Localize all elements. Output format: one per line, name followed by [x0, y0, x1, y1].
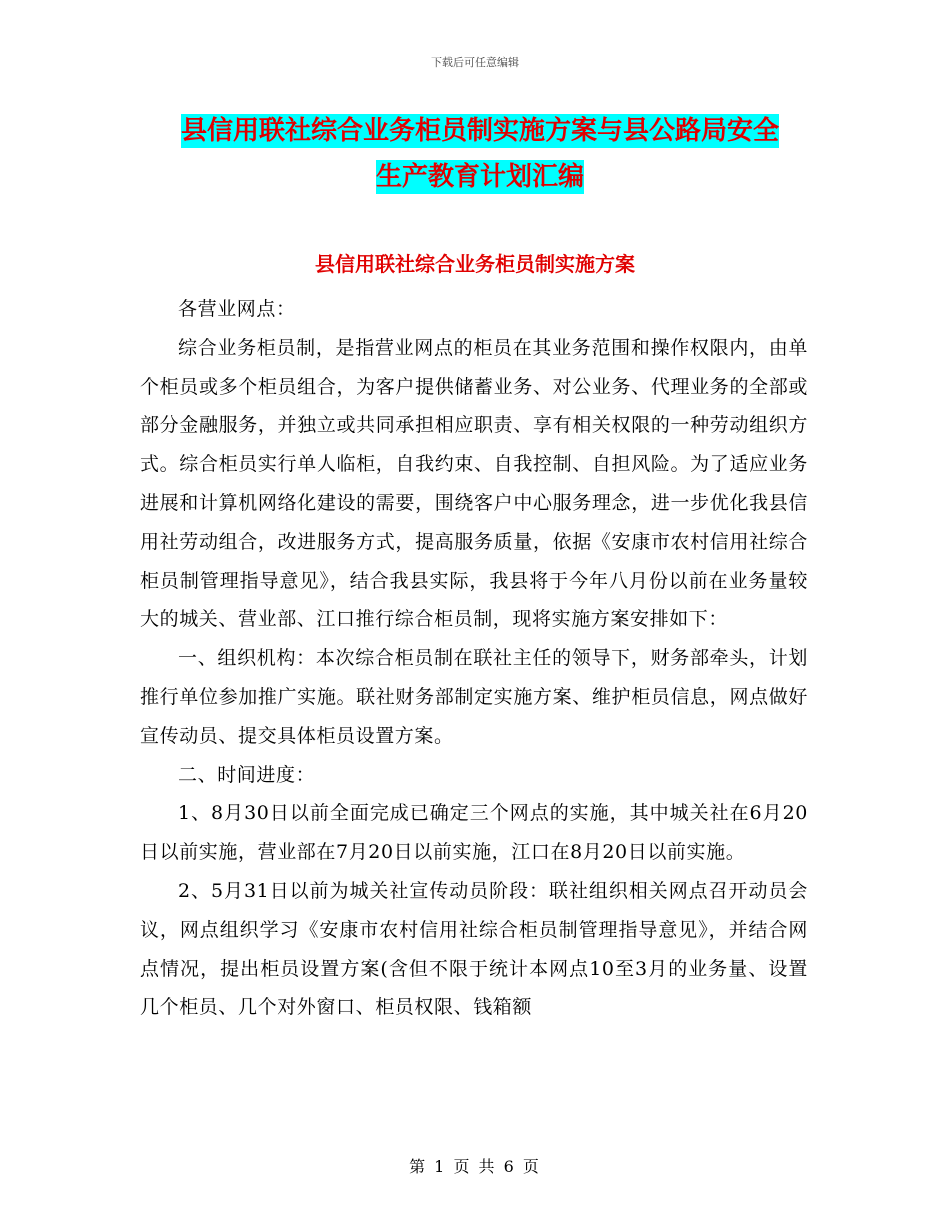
schedule-item-2: 2、5月31日以前为城关社宣传动员阶段：联社组织相关网点召开动员会议，网点组织学习《安康市农村信用社综合柜员制管理指导意见》，并结合网点情况，提出柜员设置方案(含但不限于统计本网点10至3月的业务量、设置几个柜员、几个对外窗口、柜员权限、钱箱额 — [140, 879, 808, 1019]
header-note: 下载后可任意编辑 — [431, 56, 519, 69]
body-text — [140, 290, 808, 1027]
document-title — [140, 108, 820, 200]
section-title: 县信用联社综合业务柜员制实施方案 — [315, 252, 635, 276]
title-line-1: 县信用联社综合业务柜员制实施方案与县公路局安全 — [180, 116, 779, 146]
intro-paragraph: 综合业务柜员制，是指营业网点的柜员在其业务范围和操作权限内，由单个柜员或多个柜员组合，为客户提供储蓄业务、对公业务、代理业务的全部或部分金融服务，并独立或共同承担相应职责、享有相关权限的一种劳动组织方式。综合柜员实行单人临柜，自我约束、自我控制、自担风险。为了适应业务进展和计算机网络化建设的需要，围绕客户中心服务理念，进一步优化我县信用社劳动组合，改进服务方式，提高服务质量，依据《安康市农村信用社综合柜员制管理指导意见》，结合我县实际，我县将于今年八月份以前在业务量较大的城关、营业部、江口推行综合柜员制，现将实施方案安排如下： — [140, 336, 808, 631]
organization-paragraph: 一、组织机构：本次综合柜员制在联社主任的领导下，财务部牵头，计划推行单位参加推广实施。联社财务部制定实施方案、维护柜员信息，网点做好宣传动员、提交具体柜员设置方案。 — [140, 647, 808, 747]
page-footer: 第 1 页 共 6 页 — [409, 1157, 541, 1176]
schedule-heading: 二、时间进度： — [178, 763, 316, 786]
title-line-2: 生产教育计划汇编 — [375, 162, 584, 192]
salutation-paragraph: 各营业网点： — [178, 298, 296, 320]
schedule-item-1: 1、8月30日以前全面完成已确定三个网点的实施，其中城关社在6月20日以前实施，营业部在7月20日以前实施，江口在8月20日以前实施。 — [140, 802, 808, 864]
